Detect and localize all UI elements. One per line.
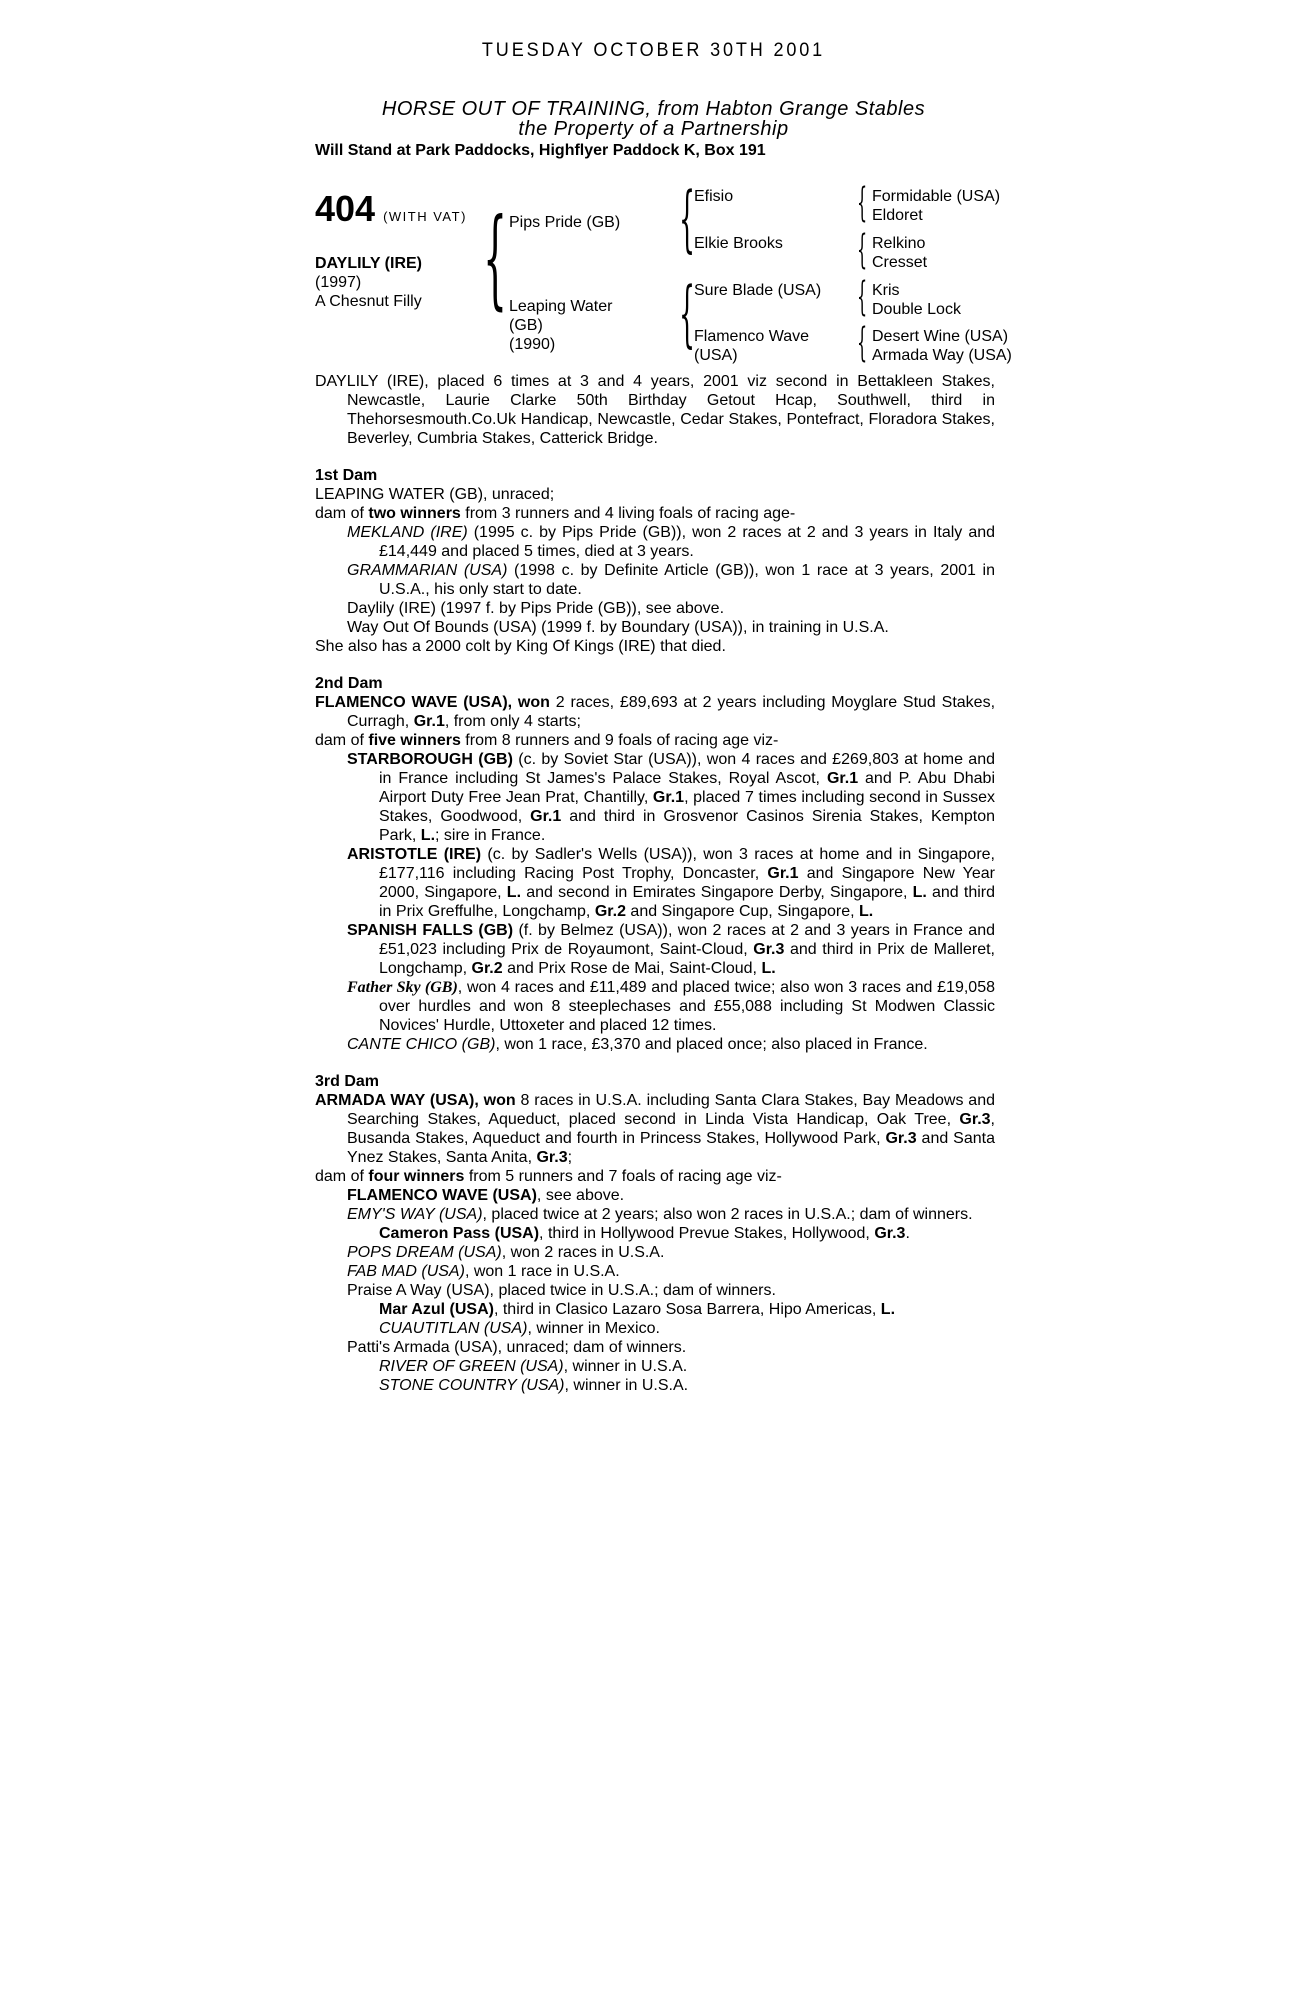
- header-line-2: the Property of a Partnership: [518, 118, 789, 140]
- first-dam-produce-summary: dam of two winners from 3 runners and 4 living foals of racing age-: [315, 505, 796, 522]
- pedigree-dam-dam-country: (USA): [694, 347, 738, 364]
- second-dam-produce-summary: dam of five winners from 8 runners and 9 foals of racing age viz-: [315, 732, 779, 749]
- pedigree-dam-sire: Sure Blade (USA): [694, 282, 822, 299]
- race-record: DAYLILY (IRE), placed 6 times at 3 and 4 years, 2001 viz second in Bettakleen Stakes, Newcastle, Laurie Clarke 50th Birthday Getout Hcap, Southwell, third in Thehorsesmouth.Co.Uk Handicap, Newcastle, Cedar Stakes, Pontefract, Floradora Stakes, Beverley, Cumbria Stakes, Catterick Bridge.: [315, 373, 995, 447]
- pedigree-ssd: Eldoret: [872, 207, 923, 224]
- horse-year: (1997): [315, 274, 362, 291]
- pedigree-dam-dam-name: Flamenco Wave: [694, 328, 809, 345]
- pedigree-sdd: Cresset: [872, 254, 928, 271]
- third-dam-foal: POPS DREAM (USA), won 2 races in U.S.A.: [347, 1244, 665, 1261]
- third-dam-foal: Praise A Way (USA), placed twice in U.S.A.; dam of winners.: [347, 1282, 776, 1299]
- horse-name: DAYLILY (IRE): [315, 255, 422, 272]
- pedigree-sss: Formidable (USA): [872, 188, 1001, 205]
- pedigree-dam-name: Leaping Water: [509, 298, 613, 315]
- pedigree-ddd: Armada Way (USA): [872, 347, 1012, 364]
- third-dam-grandfoal: Cameron Pass (USA), third in Hollywood Prevue Stakes, Hollywood, Gr.3.: [379, 1225, 910, 1242]
- third-dam-foal: EMY'S WAY (USA), placed twice at 2 years; also won 2 races in U.S.A.; dam of winners.: [347, 1206, 973, 1223]
- third-dam-produce-summary: dam of four winners from 5 runners and 7 foals of racing age viz-: [315, 1168, 782, 1185]
- pedigree-brace-g3: {: [857, 274, 868, 320]
- pedigree-dsd: Double Lock: [872, 301, 961, 318]
- second-dam-foal: STARBOROUGH (GB) (c. by Soviet Star (USA)), won 4 races and £269,803 at home and in France including St James's Palace Stakes, Royal Ascot, Gr.1 and P. Abu Dhabi Airport Duty Free Jean Prat, Chantilly, Gr.1, placed 7 times including second in Sussex Stakes, Goodwood, Gr.1 and third in Grosvenor Casinos Sirenia Stakes, Kempton Park, L.; sire in France.: [347, 751, 996, 844]
- sale-date: TUESDAY OCTOBER 30TH 2001: [481, 40, 826, 61]
- horse-description: A Chesnut Filly: [315, 293, 422, 310]
- pedigree-dam-country: (GB): [509, 317, 543, 334]
- third-dam-grandfoal: STONE COUNTRY (USA), winner in U.S.A.: [379, 1377, 689, 1394]
- second-dam-foal: CANTE CHICO (GB), won 1 race, £3,370 and placed once; also placed in France.: [347, 1036, 928, 1053]
- pedigree-brace-g2: {: [857, 227, 868, 273]
- pedigree-sire: Pips Pride (GB): [509, 214, 621, 231]
- lot-number: [315, 188, 467, 230]
- third-dam-foal: FAB MAD (USA), won 1 race in U.S.A.: [347, 1263, 620, 1280]
- third-dam-foal: FLAMENCO WAVE (USA), see above.: [347, 1187, 625, 1204]
- pedigree-brace-g4: {: [857, 320, 868, 366]
- first-dam-note: She also has a 2000 colt by King Of Kings (IRE) that died.: [315, 638, 726, 655]
- first-dam-foal: Daylily (IRE) (1997 f. by Pips Pride (GB)), see above.: [347, 600, 725, 617]
- pedigree-sire-sire: Efisio: [694, 188, 734, 205]
- pedigree-dam-year: (1990): [509, 336, 556, 353]
- third-dam-grandfoal: RIVER OF GREEN (USA), winner in U.S.A.: [379, 1358, 688, 1375]
- first-dam-foal: GRAMMARIAN (USA) (1998 c. by Definite Article (GB)), won 1 race at 3 years, 2001 in U.S.A., his only start to date.: [347, 562, 995, 598]
- first-dam-heading: 1st Dam: [315, 467, 378, 484]
- second-dam-line: FLAMENCO WAVE (USA), won 2 races, £89,693 at 2 years including Moyglare Stud Stakes, Curragh, Gr.1, from only 4 starts;: [315, 694, 996, 730]
- third-dam-grandfoal: CUAUTITLAN (USA), winner in Mexico.: [379, 1320, 660, 1337]
- pedigree-sds: Relkino: [872, 235, 926, 252]
- second-dam-heading: 2nd Dam: [315, 675, 383, 692]
- pedigree-dam-dam: [694, 327, 809, 365]
- header-line-1: HORSE OUT OF TRAINING, from Habton Grange Stables: [381, 98, 926, 120]
- pedigree-brace-main: {: [483, 196, 508, 321]
- pedigree-brace-dam: {: [679, 271, 696, 355]
- first-dam-foal: Way Out Of Bounds (USA) (1999 f. by Boundary (USA)), in training in U.S.A.: [347, 619, 889, 636]
- pedigree-dam: [509, 297, 612, 354]
- pedigree-sire-dam: Elkie Brooks: [694, 235, 783, 252]
- pedigree-dss: Kris: [872, 282, 900, 299]
- pedigree-brace-sire: {: [679, 176, 696, 260]
- third-dam-foal: Patti's Armada (USA), unraced; dam of winners.: [347, 1339, 687, 1356]
- pedigree-dds: Desert Wine (USA): [872, 328, 1009, 345]
- third-dam-grandfoal: Mar Azul (USA), third in Clasico Lazaro Sosa Barrera, Hipo Americas, L.: [379, 1301, 896, 1318]
- catalogue-body: [315, 372, 995, 1395]
- third-dam-heading: 3rd Dam: [315, 1073, 380, 1090]
- pedigree-brace-g1: {: [857, 180, 868, 226]
- first-dam-line: LEAPING WATER (GB), unraced;: [315, 486, 555, 503]
- lot-number-value: 404: [315, 188, 376, 229]
- vat-note: (WITH VAT): [383, 209, 467, 224]
- horse-info: [315, 254, 422, 311]
- header-line-3: Will Stand at Park Paddocks, Highflyer Paddock K, Box 191: [315, 142, 766, 159]
- third-dam-line: ARMADA WAY (USA), won 8 races in U.S.A. including Santa Clara Stakes, Bay Meadows and Searching Stakes, Aqueduct, placed second in Linda Vista Handicap, Oak Tree, Gr.3, Busanda Stakes, Aqueduct and fourth in Princess Stakes, Hollywood Park, Gr.3 and Santa Ynez Stakes, Santa Anita, Gr.3;: [315, 1092, 995, 1166]
- second-dam-foal: ARISTOTLE (IRE) (c. by Sadler's Wells (USA)), won 3 races at home and in Singapore, £177,116 including Racing Post Trophy, Doncaster, Gr.1 and Singapore New Year 2000, Singapore, L. and second in Emirates Singapore Derby, Singapore, L. and third in Prix Greffulhe, Longchamp, Gr.2 and Singapore Cup, Singapore, L.: [347, 846, 995, 920]
- second-dam-foal: Father Sky (GB), won 4 races and £11,489 and placed twice; also won 3 races and £19,058 over hurdles and won 8 steeplechases and £55,088 including St Modwen Classic Novices' Hurdle, Uttoxeter and placed 12 times.: [347, 979, 995, 1034]
- first-dam-foal: MEKLAND (IRE) (1995 c. by Pips Pride (GB)), won 2 races at 2 and 3 years in Italy and £14,449 and placed 5 times, died at 3 years.: [347, 524, 996, 560]
- second-dam-foal: SPANISH FALLS (GB) (f. by Belmez (USA)), won 2 races at 2 and 3 years in France and £51,023 including Prix de Royaumont, Saint-Cloud, Gr.3 and third in Prix de Malleret, Longchamp, Gr.2 and Prix Rose de Mai, Saint-Cloud, L.: [347, 922, 995, 977]
